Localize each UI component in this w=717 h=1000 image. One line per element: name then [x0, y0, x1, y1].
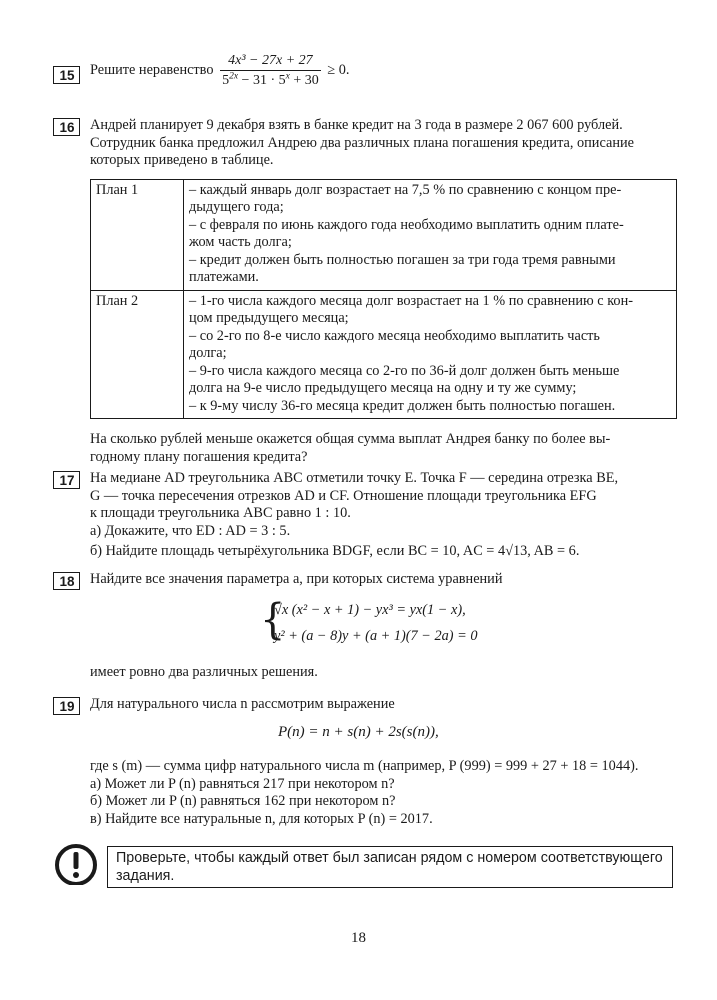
- fraction-numerator: 4x³ − 27x + 27: [220, 52, 321, 71]
- plan-line: – 9-го числа каждого месяца со 2-го по 36-й долг должен быть меньше: [189, 362, 620, 379]
- fraction-denominator: [220, 71, 321, 89]
- task-16: [53, 118, 677, 466]
- intro-line: которых приведено в таблице.: [90, 152, 274, 168]
- denominator-tail: + 30: [289, 73, 319, 88]
- plan-line: – со 2-го по 8-е число каждого месяца необходимо выплатить часть: [189, 327, 600, 344]
- task-intro: Найдите все значения параметра a, при которых система уравнений: [90, 571, 503, 587]
- notice-line: задания.: [116, 868, 175, 884]
- task-number: 18: [53, 572, 80, 590]
- plan-line: долга на 9-е число предыдущего месяца на одну и ту же сумму;: [189, 380, 577, 396]
- plan-description: [184, 290, 677, 419]
- denominator-middle: − 31 · 5: [238, 73, 286, 88]
- task-17: [53, 471, 677, 562]
- task-line: б) Найдите площадь четырёхугольника BDGF, если BC = 10, AC = 4√13, AB = 6.: [90, 543, 580, 559]
- formula: P(n) = n + s(n) + 2s(s(n)),: [278, 724, 439, 740]
- task-15: [53, 53, 677, 103]
- question-line: годному плану погашения кредита?: [90, 448, 308, 465]
- task-line: в) Найдите все натуральные n, для которых P (n) = 2017.: [90, 810, 433, 827]
- notice-box: [107, 846, 673, 888]
- task-19: [53, 697, 677, 827]
- task-number: 16: [53, 118, 80, 136]
- task-18: [53, 572, 677, 692]
- intro-line: Андрей планирует 9 декабря взять в банке кредит на 3 года в размере 2 067 600 рублей.: [90, 117, 623, 133]
- task-line: к площади треугольника ABC равно 1 : 10.: [90, 505, 351, 521]
- task-outro: имеет ровно два различных решения.: [90, 664, 318, 680]
- task-intro: [90, 117, 677, 170]
- task-line: где s (m) — сумма цифр натурального числа m (например, P (999) = 999 + 27 + 18 = 1044).: [90, 758, 639, 774]
- task-line: а) Может ли P (n) равняться 217 при некотором n?: [90, 775, 395, 792]
- task-number: 19: [53, 697, 80, 715]
- task-intro: Для натурального числа n рассмотрим выражение: [90, 696, 395, 712]
- denominator-base: 5: [222, 73, 230, 88]
- fraction: [220, 52, 321, 89]
- intro-line: Сотрудник банка предложил Андрею два различных плана погашения кредита, описание: [90, 134, 634, 151]
- plan-description: [184, 179, 677, 290]
- plan-line: – каждый январь долг возрастает на 7,5 % по сравнению с концом пре-: [189, 181, 622, 198]
- task-body: [90, 758, 677, 828]
- system-brace: {: [260, 595, 286, 645]
- equation-1: √x (x² − x + 1) − yx³ = yx(1 − x),: [274, 602, 466, 618]
- inequality-tail: ≥ 0.: [327, 61, 350, 78]
- plan-line: цом предыдущего месяца;: [189, 310, 349, 326]
- page-number: 18: [351, 930, 366, 946]
- task-line: G — точка пересечения отрезков AD и CF. Отношение площади треугольника EFG: [90, 487, 597, 504]
- task-line: б) Может ли P (n) равняться 162 при некотором n?: [90, 793, 396, 809]
- task-body: [90, 470, 677, 561]
- plan-line: – кредит должен быть полностью погашен за три года тремя равными: [189, 251, 616, 268]
- task-question: [90, 431, 677, 466]
- table-row: [91, 290, 677, 419]
- plan-line: – к 9-му числу 36-го месяца кредит должен быть полностью погашен.: [189, 397, 616, 414]
- task-body: [90, 52, 677, 89]
- notice-line: Проверьте, чтобы каждый ответ был записан рядом с номером соответствующего: [116, 850, 663, 866]
- plans-table: [90, 179, 677, 420]
- question-line: На сколько рублей меньше окажется общая сумма выплат Андрея банку по более вы-: [90, 431, 611, 447]
- exclamation-circle-icon: [53, 839, 99, 885]
- plan-line: платежами.: [189, 269, 259, 285]
- plan-name: План 1: [91, 179, 184, 290]
- equation-2: y² + (a − 8)y + (a + 1)(7 − 2a) = 0: [274, 628, 478, 644]
- notice: [53, 839, 681, 893]
- plan-name: План 2: [91, 290, 184, 419]
- table-row: [91, 179, 677, 290]
- task-number: 15: [53, 66, 80, 84]
- plan-line: – с февраля по июнь каждого года необходимо выплатить одним плате-: [189, 216, 624, 233]
- denominator-exponent-2: x: [285, 71, 290, 82]
- task-number: 17: [53, 471, 80, 489]
- equation-system: [260, 595, 580, 652]
- task-line: а) Докажите, что ED : AD = 3 : 5.: [90, 522, 291, 539]
- plan-line: – 1-го числа каждого месяца долг возрастает на 1 % по сравнению с кон-: [189, 292, 633, 309]
- denominator-exponent: 2x: [229, 71, 239, 82]
- plan-line: жом часть долга;: [189, 234, 292, 250]
- plan-line: долга;: [189, 345, 227, 361]
- task-line: На медиане AD треугольника ABC отметили точку E. Точка F — середина отрезка BE,: [90, 470, 619, 486]
- plan-line: дыдущего года;: [189, 199, 284, 215]
- task-text: Решите неравенство: [90, 61, 214, 78]
